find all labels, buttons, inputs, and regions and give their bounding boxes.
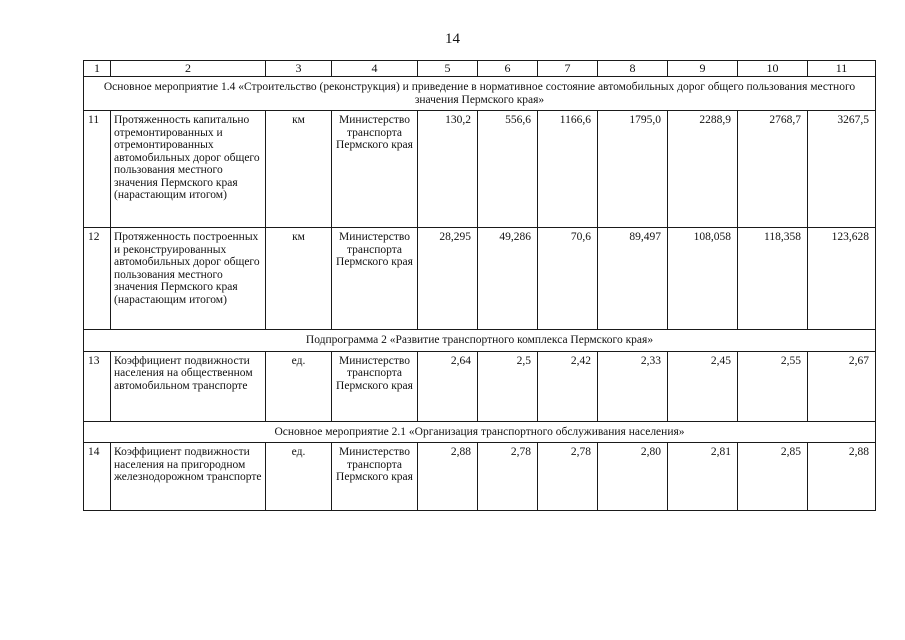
unit-cell: ед. bbox=[266, 351, 332, 421]
value-cell: 2,67 bbox=[808, 351, 876, 421]
indicator-name: Протяженность капитально отремонтированных и отремонтированных автомобильных дорог общего пользования местного значения Пермского края (нарастающим итогом) bbox=[111, 111, 266, 228]
section-title: Основное мероприятие 1.4 «Строительство (реконструкция) и приведение в нормативное состояние автомобильных дорог общего пользования местного значения Пермского края» bbox=[84, 77, 876, 111]
executor-cell: Министерство транспорта Пермского края bbox=[332, 111, 418, 228]
section-row bbox=[84, 77, 876, 111]
row-number: 13 bbox=[84, 351, 111, 421]
table-row bbox=[84, 351, 876, 421]
section-title: Подпрограмма 2 «Развитие транспортного комплекса Пермского края» bbox=[84, 330, 876, 352]
value-cell: 108,058 bbox=[668, 228, 738, 330]
value-cell: 2,88 bbox=[808, 443, 876, 511]
column-header: 1 bbox=[84, 61, 111, 77]
table-row bbox=[84, 228, 876, 330]
value-cell: 556,6 bbox=[478, 111, 538, 228]
executor-cell: Министерство транспорта Пермского края bbox=[332, 228, 418, 330]
table-row bbox=[84, 111, 876, 228]
unit-cell: км bbox=[266, 111, 332, 228]
executor-cell: Министерство транспорта Пермского края bbox=[332, 443, 418, 511]
executor-cell: Министерство транспорта Пермского края bbox=[332, 351, 418, 421]
value-cell: 130,2 bbox=[418, 111, 478, 228]
column-number-row bbox=[84, 61, 876, 77]
page-number: 14 bbox=[445, 31, 460, 47]
value-cell: 2,45 bbox=[668, 351, 738, 421]
value-cell: 2,78 bbox=[538, 443, 598, 511]
unit-cell: км bbox=[266, 228, 332, 330]
indicator-name: Коэффициент подвижности населения на общественном автомобильном транспорте bbox=[111, 351, 266, 421]
row-number: 11 bbox=[84, 111, 111, 228]
column-header: 10 bbox=[738, 61, 808, 77]
section-title: Основное мероприятие 2.1 «Организация транспортного обслуживания населения» bbox=[84, 421, 876, 443]
value-cell: 2,85 bbox=[738, 443, 808, 511]
value-cell: 89,497 bbox=[598, 228, 668, 330]
indicator-name: Протяженность построенных и реконструированных автомобильных дорог общего пользования местного значения Пермского края (нарастающим итогом) bbox=[111, 228, 266, 330]
value-cell: 2,42 bbox=[538, 351, 598, 421]
value-cell: 2,5 bbox=[478, 351, 538, 421]
value-cell: 2,33 bbox=[598, 351, 668, 421]
value-cell: 2,55 bbox=[738, 351, 808, 421]
value-cell: 2,64 bbox=[418, 351, 478, 421]
value-cell: 2288,9 bbox=[668, 111, 738, 228]
unit-cell: ед. bbox=[266, 443, 332, 511]
value-cell: 118,358 bbox=[738, 228, 808, 330]
column-header: 7 bbox=[538, 61, 598, 77]
row-number: 14 bbox=[84, 443, 111, 511]
value-cell: 1795,0 bbox=[598, 111, 668, 228]
value-cell: 70,6 bbox=[538, 228, 598, 330]
column-header: 6 bbox=[478, 61, 538, 77]
column-header: 8 bbox=[598, 61, 668, 77]
column-header: 5 bbox=[418, 61, 478, 77]
indicators-table bbox=[83, 60, 876, 511]
value-cell: 2,81 bbox=[668, 443, 738, 511]
value-cell: 1166,6 bbox=[538, 111, 598, 228]
value-cell: 2,80 bbox=[598, 443, 668, 511]
value-cell: 2,88 bbox=[418, 443, 478, 511]
value-cell: 3267,5 bbox=[808, 111, 876, 228]
value-cell: 28,295 bbox=[418, 228, 478, 330]
section-row bbox=[84, 330, 876, 352]
indicator-name: Коэффициент подвижности населения на пригородном железнодорожном транспорте bbox=[111, 443, 266, 511]
value-cell: 123,628 bbox=[808, 228, 876, 330]
value-cell: 2,78 bbox=[478, 443, 538, 511]
column-header: 11 bbox=[808, 61, 876, 77]
row-number: 12 bbox=[84, 228, 111, 330]
column-header: 9 bbox=[668, 61, 738, 77]
column-header: 2 bbox=[111, 61, 266, 77]
value-cell: 2768,7 bbox=[738, 111, 808, 228]
section-row bbox=[84, 421, 876, 443]
column-header: 3 bbox=[266, 61, 332, 77]
column-header: 4 bbox=[332, 61, 418, 77]
table-row bbox=[84, 443, 876, 511]
value-cell: 49,286 bbox=[478, 228, 538, 330]
